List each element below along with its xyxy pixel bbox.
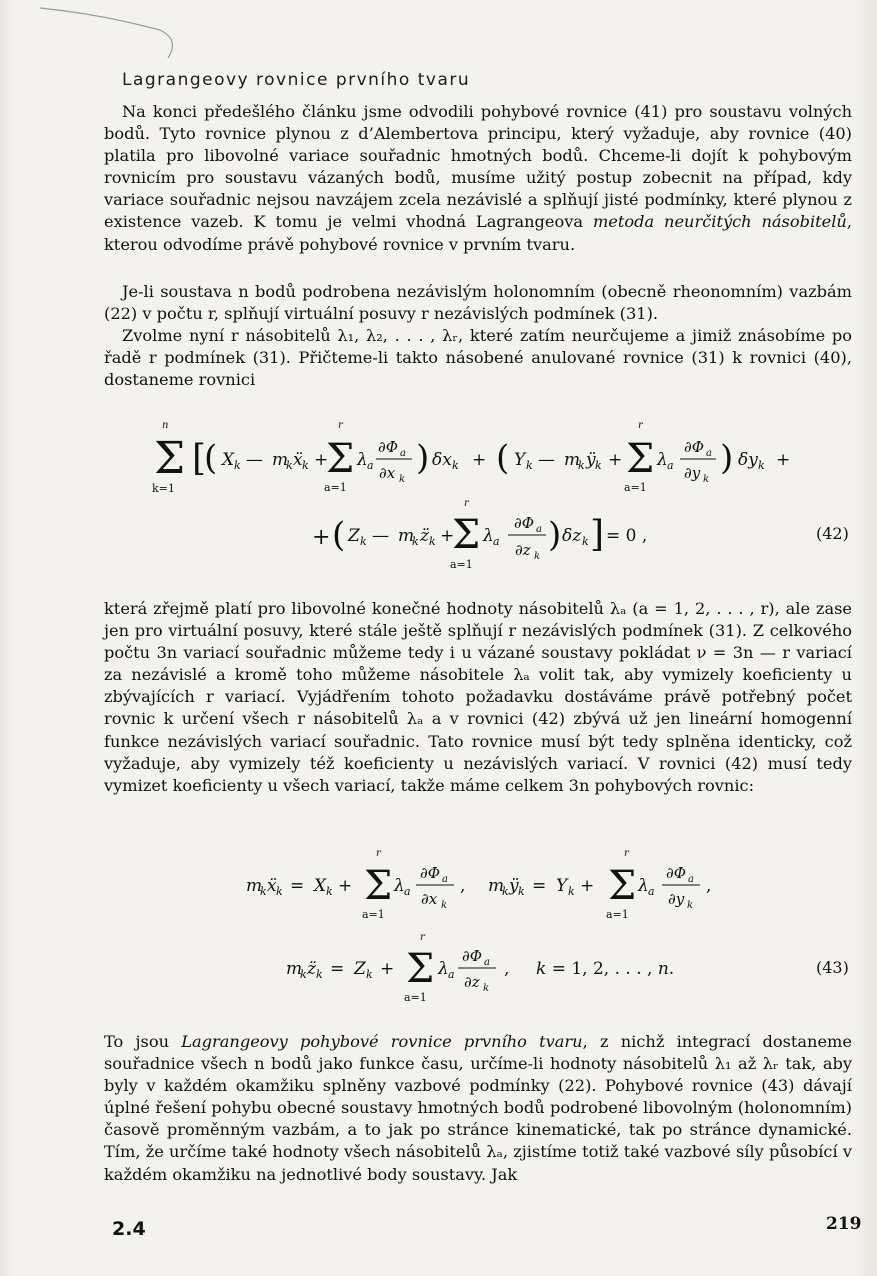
svg-text:=: = — [532, 876, 547, 896]
svg-text:a: a — [367, 459, 374, 472]
svg-text:ÿ: ÿ — [509, 876, 519, 896]
svg-text:k: k — [452, 459, 459, 472]
svg-text:k: k — [429, 535, 436, 548]
svg-text:Z: Z — [348, 526, 360, 546]
svg-text:k=1: k=1 — [152, 482, 175, 495]
svg-text:k: k — [526, 459, 533, 472]
svg-text:m: m — [286, 959, 303, 979]
svg-text:λ: λ — [394, 876, 405, 896]
svg-text:ẍ: ẍ — [293, 450, 303, 470]
svg-text:∂Φ: ∂Φ — [684, 438, 705, 456]
paragraph-constraints: Je-li soustava n bodů podrobena nezávislým holonomním (obecně rheonomním) vazbám (22) v počtu r, splňují virtuální posuvy r nezávislých podmínek (31). — [104, 282, 852, 324]
svg-text:λ: λ — [438, 959, 449, 979]
svg-text:k: k — [360, 535, 367, 548]
svg-text:a: a — [706, 448, 712, 459]
svg-text:k: k — [286, 459, 293, 472]
svg-text:Σ: Σ — [608, 863, 637, 909]
svg-text:a: a — [667, 459, 674, 472]
svg-text:∂y: ∂y — [668, 890, 685, 908]
svg-text:a: a — [400, 448, 406, 459]
svg-text:k: k — [502, 885, 509, 898]
svg-text:a=1: a=1 — [450, 558, 473, 571]
svg-text:k: k — [441, 900, 448, 911]
svg-text:+: + — [776, 450, 791, 470]
svg-text:a: a — [448, 968, 455, 981]
svg-text:r: r — [624, 848, 629, 859]
equation-42 — [150, 418, 800, 578]
svg-text:k: k — [595, 459, 602, 472]
svg-text:Y: Y — [514, 450, 526, 470]
svg-text:+: + — [440, 526, 455, 546]
svg-text:Y: Y — [556, 876, 568, 896]
svg-text:∂z: ∂z — [515, 541, 531, 559]
svg-text:): ) — [720, 438, 734, 478]
svg-text:∂z: ∂z — [464, 973, 480, 991]
svg-text:∂Φ: ∂Φ — [420, 864, 441, 882]
svg-text:—: — — [538, 450, 555, 470]
svg-text:k: k — [366, 968, 373, 981]
svg-text:∂Φ: ∂Φ — [666, 864, 687, 882]
svg-text:,: , — [504, 959, 510, 979]
svg-text:λ: λ — [483, 526, 494, 546]
svg-text:δx: δx — [432, 450, 452, 470]
svg-text:Σ: Σ — [326, 436, 355, 482]
svg-text:z̈: z̈ — [420, 526, 429, 546]
svg-text:a=1: a=1 — [404, 991, 427, 1004]
svg-text:]: ] — [590, 514, 605, 555]
equation-43-number: (43) — [816, 958, 849, 977]
svg-text:k: k — [578, 459, 585, 472]
svg-text:+: + — [580, 876, 595, 896]
svg-text:+: + — [380, 959, 395, 979]
svg-text:k: k — [412, 535, 419, 548]
svg-text:ÿ: ÿ — [586, 450, 596, 470]
svg-text:a: a — [688, 874, 694, 885]
svg-text:+: + — [314, 450, 329, 470]
svg-text:δy: δy — [738, 450, 758, 470]
svg-text:r: r — [376, 848, 381, 859]
svg-text:∂Φ: ∂Φ — [462, 947, 483, 965]
svg-text:k: k — [300, 968, 307, 981]
svg-text:∂y: ∂y — [684, 464, 701, 482]
svg-text:ẍ: ẍ — [267, 876, 277, 896]
svg-text:Z: Z — [354, 959, 366, 979]
svg-text:a=1: a=1 — [362, 908, 385, 921]
svg-text:k: k — [483, 983, 490, 994]
svg-text:=: = — [290, 876, 305, 896]
svg-text:k: k — [316, 968, 323, 981]
svg-text:Σ: Σ — [364, 863, 393, 909]
svg-text:m: m — [246, 876, 263, 896]
svg-text:λ: λ — [657, 450, 668, 470]
svg-text:+: + — [472, 450, 487, 470]
svg-text:k: k — [758, 459, 765, 472]
svg-text:,: , — [460, 876, 466, 896]
svg-text:k: k — [260, 885, 267, 898]
svg-text:a: a — [484, 957, 490, 968]
svg-text:Σ: Σ — [452, 512, 481, 558]
svg-text:n: n — [162, 420, 169, 431]
svg-text:a=1: a=1 — [624, 481, 647, 494]
section-heading: Lagrangeovy rovnice prvního tvaru — [122, 70, 471, 90]
svg-text:m: m — [272, 450, 289, 470]
svg-text:X: X — [222, 450, 235, 470]
paragraph-conclusion: To jsou Lagrangeovy pohybové rovnice prvního tvaru, z nichž integrací dostaneme souřadnice všech n bodů jako funkce času, určíme-li hodnoty násobitelů λ₁ až λᵣ tak, aby byly v každém okamžiku splněny vazbové podmínky (22). Pohybové rovnice (43) dávají úplné řešení pohybu obecné soustavy hmotných bodů podrobené libovolným (holonomním) časově proměnným vazbám, a to jak po stránce kinematické, tak po stránce dynamické. Tím, že určíme také hodnoty všech násobitelů λₐ, zjistíme totiž také vazbové síly působící v každém okamžiku na jednotlivé body soustavy. Jak — [104, 1032, 852, 1184]
svg-text:k: k — [399, 474, 406, 485]
svg-text:k: k — [302, 459, 309, 472]
svg-text:(: ( — [496, 438, 510, 478]
svg-text:k: k — [234, 459, 241, 472]
page-edge-right — [855, 0, 877, 1276]
svg-text:a: a — [404, 885, 411, 898]
svg-text:∂x: ∂x — [379, 464, 396, 482]
equation-43 — [240, 846, 710, 1016]
svg-text:a: a — [536, 524, 542, 535]
svg-text:k: k — [534, 551, 541, 562]
svg-text:k: k — [326, 885, 333, 898]
svg-text:): ) — [548, 515, 562, 555]
svg-text:k: k — [582, 535, 589, 548]
svg-text:+: + — [608, 450, 623, 470]
svg-text:∂Φ: ∂Φ — [378, 438, 399, 456]
svg-text:z̈: z̈ — [307, 959, 316, 979]
svg-text:X: X — [314, 876, 327, 896]
paragraph-multipliers: Zvolme nyní r násobitelů λ₁, λ₂, . . . , λᵣ, které zatím neurčujeme a jimiž znásobíme po řadě r podmínek (31). Přičteme-li takto násobené anulované rovnice (31) k rovnici (40), dostaneme rovnici — [104, 326, 852, 390]
svg-text:k: k — [568, 885, 575, 898]
section-number: 2.4 — [112, 1218, 146, 1240]
svg-text:=: = — [330, 959, 345, 979]
svg-text:r: r — [338, 420, 343, 431]
svg-text:k: k — [518, 885, 525, 898]
svg-text:k: k — [703, 474, 710, 485]
svg-text:(: ( — [204, 438, 218, 478]
svg-text:a=1: a=1 — [324, 481, 347, 494]
svg-text:[: [ — [192, 438, 207, 479]
svg-text:r: r — [420, 932, 425, 943]
svg-text:—: — — [372, 526, 389, 546]
page-fold-mark — [40, 0, 190, 70]
svg-text:m: m — [398, 526, 415, 546]
svg-text:Σ: Σ — [406, 946, 435, 992]
svg-text:a: a — [493, 535, 500, 548]
svg-text:= 0 ,: = 0 , — [606, 526, 648, 546]
svg-text:r: r — [464, 498, 469, 509]
svg-text:λ: λ — [638, 876, 649, 896]
svg-text:+: + — [338, 876, 353, 896]
svg-text:δz: δz — [562, 526, 582, 546]
svg-text:): ) — [416, 438, 430, 478]
paragraph-intro: Na konci předešlého článku jsme odvodili pohybové rovnice (41) pro soustavu volných bodů. Tyto rovnice plynou z d’Alembertova principu, který vyžaduje, aby rovnice (40) platila pro libovolné variace souřadnic hmotných bodů. Chceme-li dojít k pohybovým rovnicím pro soustavu vázaných bodů, musíme užitý postup zobecnit na případ, kdy variace souřadnic nejsou navzájem zcela nezávislé a splňují jisté podmínky, které plynou z existence vazeb. K tomu je velmi vhodná Lagrangeova metoda neurčitých násobitelů, kterou odvodíme právě pohybové rovnice v prvním tvaru. — [104, 102, 852, 254]
svg-text:a: a — [442, 874, 448, 885]
svg-text:(: ( — [332, 515, 346, 555]
svg-text:Σ: Σ — [626, 436, 655, 482]
svg-text:k: k — [687, 900, 694, 911]
page-number: 219 — [826, 1214, 862, 1234]
svg-text:+: + — [312, 525, 331, 550]
svg-text:m: m — [488, 876, 505, 896]
svg-text:,: , — [706, 876, 712, 896]
equation-42-number: (42) — [816, 524, 849, 543]
svg-text:∂x: ∂x — [421, 890, 438, 908]
paragraph-coefficients: která zřejmě platí pro libovolné konečné hodnoty násobitelů λₐ (a = 1, 2, . . . , r), ale zase jen pro virtuální posuvy, které stále ještě splňují r nezávislých podmínek (31). Z celkového počtu 3n variací souřadnic můžeme tedy i u vázané soustavy pokládat ν = 3n — r variací za nezávislé a kromě toho můžeme násobitele λₐ volit tak, aby vymizely koeficienty u zbývajících r variací. Vyjádřením tohoto požadavku dostáváme právě potřebný počet rovnic k určení všech r násobitelů λₐ a v rovnici (42) zbývá už jen lineární homogenní funkce nezávislých variací souřadnic. Tato rovnice musí být tedy splněna identicky, což vyžaduje, aby vymizely též koeficienty u nezávislých variací. V rovnici (42) musí tedy vymizet koeficienty u všech variací, takže máme celkem 3n pohybových rovnic: — [104, 599, 852, 795]
svg-text:Σ: Σ — [154, 433, 186, 484]
svg-text:k: k — [276, 885, 283, 898]
page-edge-left — [0, 0, 14, 1276]
svg-text:r: r — [638, 420, 643, 431]
svg-text:—: — — [246, 450, 263, 470]
svg-text:a: a — [648, 885, 655, 898]
svg-text:m: m — [564, 450, 581, 470]
svg-text:λ: λ — [357, 450, 368, 470]
svg-text:∂Φ: ∂Φ — [514, 514, 535, 532]
svg-text:a=1: a=1 — [606, 908, 629, 921]
svg-text:k = 1, 2, . . . , n.: k = 1, 2, . . . , n. — [536, 959, 675, 979]
